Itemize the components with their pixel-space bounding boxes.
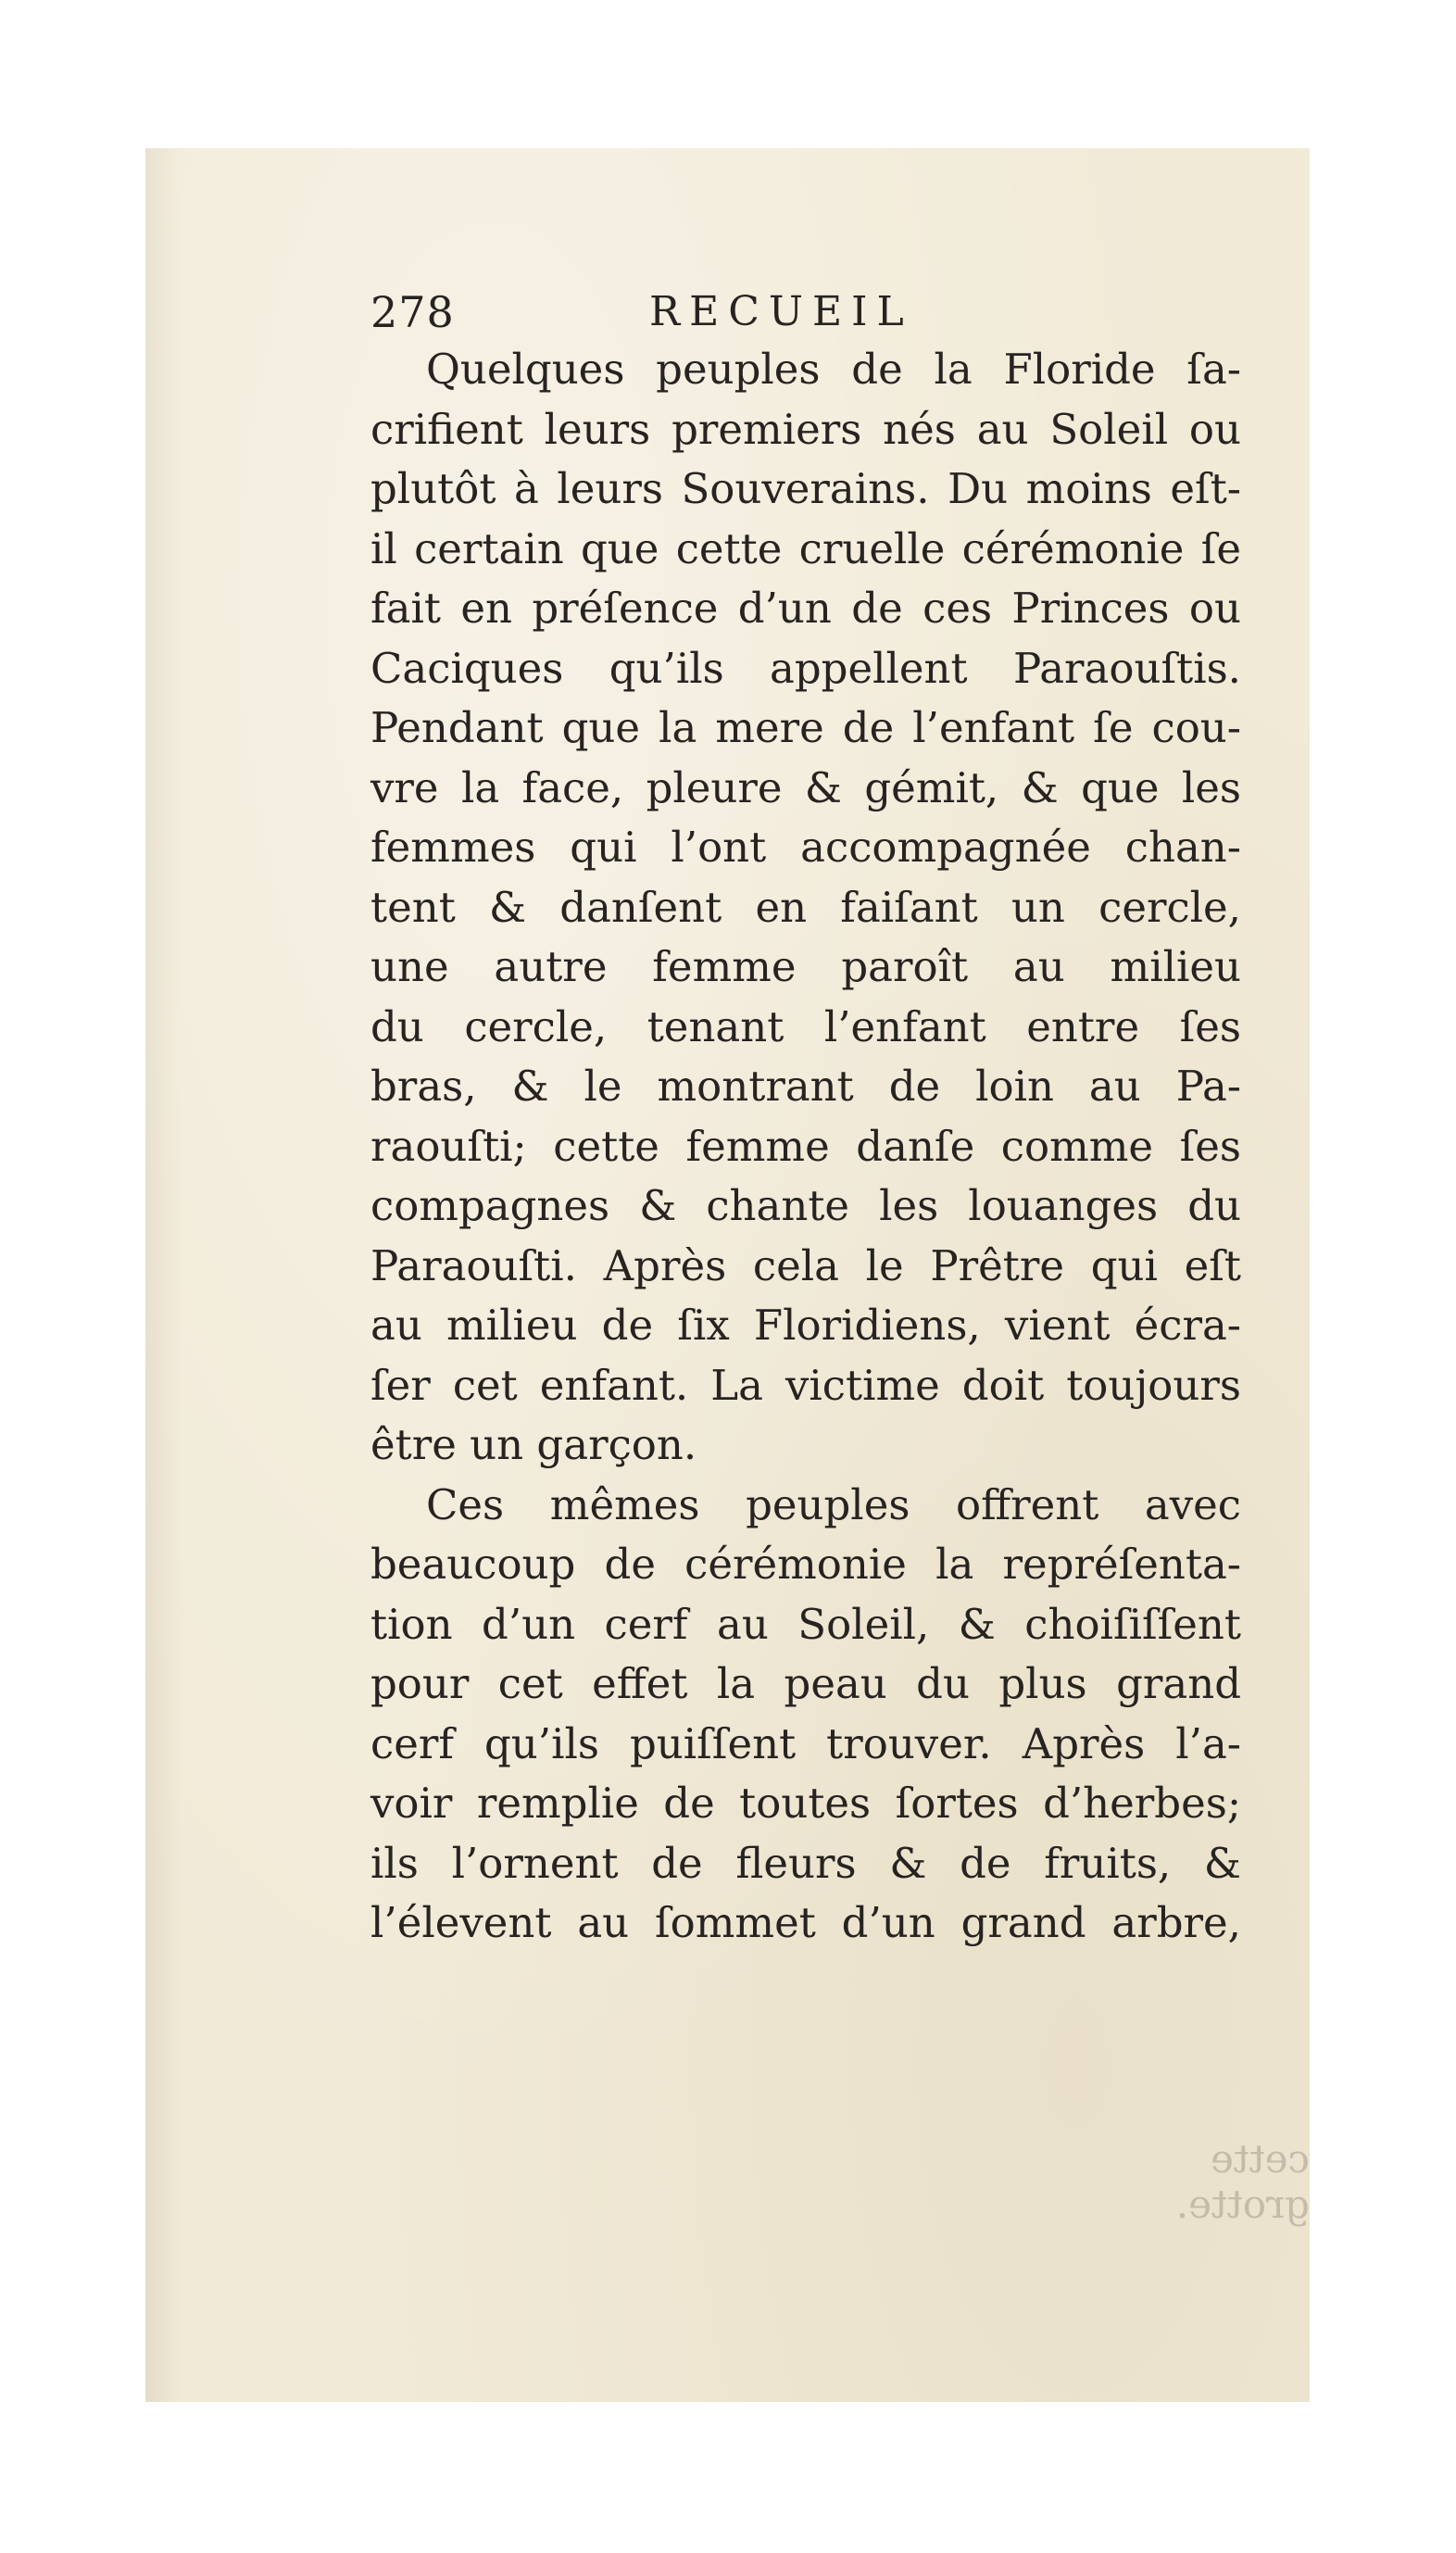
text-line: raouſti; cette femme danſe comme ſes [370,1121,1241,1171]
text-line: il certain que cette cruelle cérémonie ſe [370,523,1241,573]
text-line: compagnes & chante les louanges du [370,1181,1241,1230]
paragraph-2 [370,1476,1241,1954]
text-line: au milieu de ſix Floridiens, vient écra- [370,1301,1241,1350]
text-line: cerf qu’ils puiſſent trouver. Après l’a- [370,1718,1241,1768]
text-line: ſer cet enfant. La victime doit toujours [370,1360,1241,1410]
text-line: fait en préſence d’un de ces Princes ou [370,584,1241,633]
text-line: tent & danſent en faiſant un cercle, [370,882,1241,932]
text-line: beaucoup de cérémonie la repréſenta- [370,1540,1241,1589]
text-line: une autre femme paroît au milieu [370,942,1241,991]
text-line: du cercle, tenant l’enfant entre ſes [370,1001,1241,1051]
text-line: Paraouſti. Après cela le Prêtre qui eſt [370,1240,1241,1290]
text-line: femmes qui l’ont accompagnée chan- [370,823,1241,872]
text-line: voir remplie de toutes ſortes d’herbes; [370,1779,1241,1828]
page-text [370,284,1241,1954]
text-line: l’élevent au ſommet d’un grand arbre, [370,1898,1241,1947]
text-line: être un garçon. [370,1420,697,1469]
text-line: Pendant que la mere de l’enfant ſe cou- [370,703,1241,752]
text-line: ils l’ornent de fleurs & de fruits, & [370,1838,1241,1888]
text-line: tion d’un cerf au Soleil, & choiſiſſent [370,1599,1241,1649]
text-line: crifient leurs premiers nés au Soleil ou [370,404,1241,454]
paragraph-1 [370,340,1241,1476]
text-line: plutôt à leurs Souverains. Du moins eſt- [370,464,1241,513]
show-through-text: cette grotte. [1175,2136,1310,2227]
running-title: RECUEIL [649,288,913,335]
text-line: Ces mêmes peuples offrent avec [426,1479,1241,1529]
text-line: Quelques peuples de la Floride ſa- [426,345,1241,394]
text-line: Caciques qu’ils appellent Paraouſtis. [370,643,1241,693]
text-line: bras, & le montrant de loin au Pa- [370,1062,1241,1111]
page-header [370,284,1241,340]
text-line: vre la face, pleure & gémit, & que les [370,762,1241,812]
page-number: 278 [370,287,455,337]
book-page [145,148,1310,2402]
text-line: pour cet effet la peau du plus grand [370,1659,1241,1708]
